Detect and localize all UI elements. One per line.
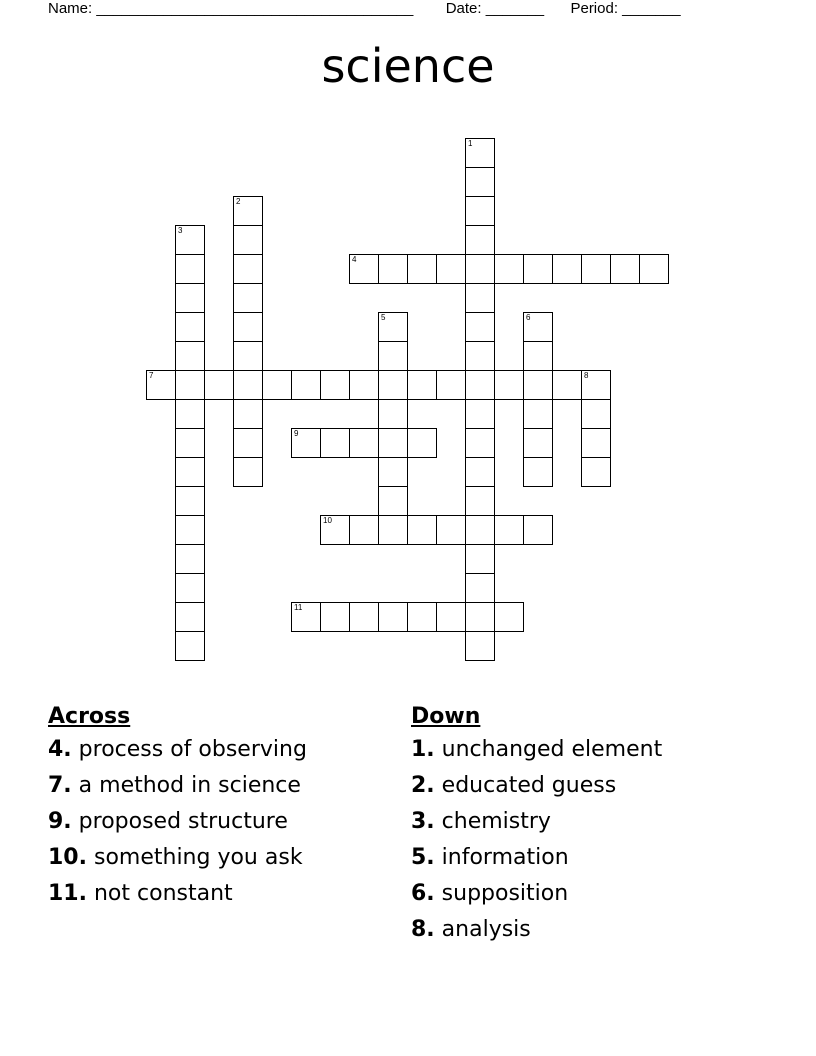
clue-across-7 — [48, 768, 307, 804]
clue-number: 2. — [411, 773, 435, 798]
crossword-cell[interactable] — [581, 399, 611, 429]
crossword-cell[interactable] — [523, 457, 553, 487]
crossword-cell[interactable] — [581, 254, 611, 284]
clue-down-5 — [411, 840, 662, 876]
crossword-cell[interactable] — [407, 428, 437, 458]
clue-number: 1. — [411, 737, 435, 762]
down-clues — [411, 702, 662, 948]
crossword-cell[interactable] — [465, 341, 495, 371]
clue-number: 8. — [411, 917, 435, 942]
crossword-cell[interactable] — [175, 428, 205, 458]
name-field: Name: ______________________________________ — [48, 0, 414, 17]
crossword-cell[interactable] — [407, 602, 437, 632]
crossword-cell[interactable] — [378, 341, 408, 371]
cell-number: 10 — [323, 516, 332, 525]
clue-number: 7. — [48, 773, 72, 798]
crossword-cell[interactable] — [349, 515, 379, 545]
crossword-cell[interactable] — [494, 370, 524, 400]
clue-across-10 — [48, 840, 307, 876]
clue-down-6 — [411, 876, 662, 912]
cell-number: 1 — [468, 139, 473, 148]
crossword-cell[interactable] — [233, 399, 263, 429]
crossword-cell[interactable] — [523, 312, 553, 342]
crossword-cell[interactable] — [175, 457, 205, 487]
crossword-cell[interactable] — [233, 196, 263, 226]
clue-number: 3. — [411, 809, 435, 834]
clue-across-11 — [48, 876, 307, 912]
crossword-cell[interactable] — [378, 370, 408, 400]
crossword-cell[interactable] — [349, 428, 379, 458]
crossword-cell[interactable] — [523, 341, 553, 371]
cell-number: 11 — [294, 603, 303, 612]
crossword-cell[interactable] — [175, 602, 205, 632]
crossword-cell[interactable] — [320, 428, 350, 458]
crossword-cell[interactable] — [262, 370, 292, 400]
crossword-cell[interactable] — [320, 370, 350, 400]
cell-number: 9 — [294, 429, 299, 438]
clue-text: unchanged element — [441, 737, 663, 762]
clue-text: analysis — [441, 917, 531, 942]
across-heading: Across — [48, 704, 131, 729]
clue-down-3 — [411, 804, 662, 840]
crossword-cell[interactable] — [465, 254, 495, 284]
crossword-cell[interactable] — [204, 370, 234, 400]
crossword-cell[interactable] — [465, 428, 495, 458]
crossword-cell[interactable] — [523, 428, 553, 458]
clue-down-2 — [411, 768, 662, 804]
clue-text: not constant — [93, 881, 233, 906]
crossword-cell[interactable] — [494, 254, 524, 284]
puzzle-title: science — [321, 39, 495, 93]
crossword-cell[interactable] — [407, 254, 437, 284]
crossword-cell[interactable] — [523, 515, 553, 545]
crossword-cell[interactable] — [465, 486, 495, 516]
crossword-cell[interactable] — [378, 312, 408, 342]
crossword-cell[interactable] — [552, 254, 582, 284]
crossword-cell[interactable] — [291, 428, 321, 458]
crossword-cell[interactable] — [175, 341, 205, 371]
crossword-cell[interactable] — [465, 631, 495, 661]
clue-text: a method in science — [78, 773, 301, 798]
crossword-cell[interactable] — [378, 399, 408, 429]
crossword-cell[interactable] — [465, 196, 495, 226]
across-clues — [48, 702, 307, 912]
cell-number: 3 — [178, 226, 183, 235]
crossword-cell[interactable] — [175, 312, 205, 342]
clue-across-4 — [48, 732, 307, 768]
clue-across-9 — [48, 804, 307, 840]
crossword-cell[interactable] — [349, 602, 379, 632]
crossword-cell[interactable] — [407, 370, 437, 400]
period-field: Period: _______ — [570, 0, 681, 17]
crossword-cell[interactable] — [175, 544, 205, 574]
crossword-cell[interactable] — [233, 341, 263, 371]
crossword-cell[interactable] — [233, 254, 263, 284]
crossword-cell[interactable] — [349, 254, 379, 284]
clue-number: 4. — [48, 737, 72, 762]
crossword-cell[interactable] — [465, 167, 495, 197]
cell-number: 4 — [352, 255, 357, 264]
clue-text: process of observing — [78, 737, 307, 762]
crossword-cell[interactable] — [436, 254, 466, 284]
crossword-cell[interactable] — [465, 573, 495, 603]
cell-number: 5 — [381, 313, 386, 322]
crossword-cell[interactable] — [436, 602, 466, 632]
clue-number: 6. — [411, 881, 435, 906]
clue-text: educated guess — [441, 773, 617, 798]
crossword-cell[interactable] — [233, 283, 263, 313]
crossword-cell[interactable] — [523, 399, 553, 429]
clue-text: proposed structure — [78, 809, 288, 834]
crossword-cell[interactable] — [233, 428, 263, 458]
crossword-cell[interactable] — [175, 515, 205, 545]
clue-number: 10. — [48, 845, 87, 870]
crossword-cell[interactable] — [465, 457, 495, 487]
crossword-cell[interactable] — [320, 515, 350, 545]
crossword-cell[interactable] — [378, 457, 408, 487]
crossword-cell[interactable] — [175, 573, 205, 603]
crossword-cell[interactable] — [465, 544, 495, 574]
crossword-cell[interactable] — [465, 399, 495, 429]
crossword-cell[interactable] — [349, 370, 379, 400]
down-heading: Down — [411, 704, 481, 729]
crossword-cell[interactable] — [436, 370, 466, 400]
crossword-cell[interactable] — [175, 631, 205, 661]
clue-number: 5. — [411, 845, 435, 870]
crossword-cell[interactable] — [175, 399, 205, 429]
clue-number: 9. — [48, 809, 72, 834]
crossword-cell[interactable] — [523, 370, 553, 400]
crossword-cell[interactable] — [146, 370, 176, 400]
crossword-cell[interactable] — [610, 254, 640, 284]
crossword-cell[interactable] — [465, 225, 495, 255]
crossword-cell[interactable] — [523, 254, 553, 284]
clue-down-1 — [411, 732, 662, 768]
crossword-cell[interactable] — [291, 370, 321, 400]
cell-number: 2 — [236, 197, 241, 206]
crossword-cell[interactable] — [465, 515, 495, 545]
date-field: Date: _______ — [445, 0, 545, 17]
clue-text: supposition — [441, 881, 569, 906]
crossword-cell[interactable] — [581, 457, 611, 487]
clue-text: information — [441, 845, 569, 870]
clue-number: 11. — [48, 881, 87, 906]
cell-number: 8 — [584, 371, 589, 380]
crossword-cell[interactable] — [320, 602, 350, 632]
crossword-cell[interactable] — [378, 602, 408, 632]
crossword-cell[interactable] — [581, 428, 611, 458]
crossword-cell[interactable] — [378, 428, 408, 458]
crossword-cell[interactable] — [175, 486, 205, 516]
crossword-cell[interactable] — [407, 515, 437, 545]
crossword-cell[interactable] — [494, 602, 524, 632]
crossword-cell[interactable] — [378, 515, 408, 545]
cell-number: 6 — [526, 313, 531, 322]
crossword-cell[interactable] — [378, 486, 408, 516]
crossword-cell[interactable] — [552, 370, 582, 400]
clue-text: something you ask — [93, 845, 303, 870]
crossword-cell[interactable] — [465, 602, 495, 632]
crossword-cell[interactable] — [175, 254, 205, 284]
crossword-cell[interactable] — [175, 283, 205, 313]
crossword-cell[interactable] — [233, 312, 263, 342]
crossword-cell[interactable] — [175, 225, 205, 255]
crossword-cell[interactable] — [291, 602, 321, 632]
crossword-cell[interactable] — [175, 370, 205, 400]
crossword-cell[interactable] — [639, 254, 669, 284]
crossword-cell[interactable] — [233, 370, 263, 400]
crossword-cell[interactable] — [494, 515, 524, 545]
crossword-cell[interactable] — [465, 370, 495, 400]
crossword-cell[interactable] — [465, 283, 495, 313]
crossword-cell[interactable] — [465, 138, 495, 168]
crossword-cell[interactable] — [233, 457, 263, 487]
crossword-cell[interactable] — [378, 254, 408, 284]
crossword-cell[interactable] — [465, 312, 495, 342]
clue-text: chemistry — [441, 809, 551, 834]
clue-down-8 — [411, 912, 662, 948]
cell-number: 7 — [149, 371, 154, 380]
crossword-cell[interactable] — [233, 225, 263, 255]
crossword-cell[interactable] — [436, 515, 466, 545]
crossword-cell[interactable] — [581, 370, 611, 400]
